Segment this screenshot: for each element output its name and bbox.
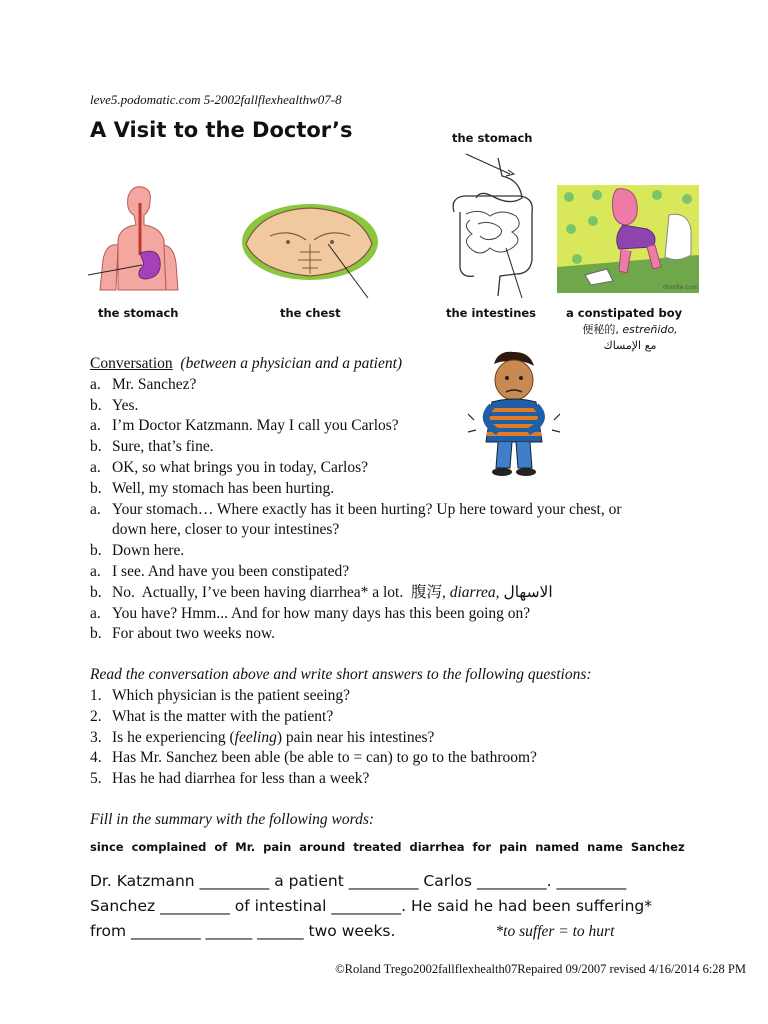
questions-instruction: Read the conversation above and write short answers to the following questions: — [90, 666, 592, 684]
intestines-illustration — [440, 150, 540, 300]
dialogue-line: b. Sure, that’s fine. — [90, 438, 214, 456]
conversation-title: Conversation — [90, 355, 173, 372]
dialogue-line: b. Well, my stomach has been hurting. — [90, 479, 335, 497]
question-item: 1. Which physician is the patient seeing? — [90, 686, 351, 704]
summary-line-3: from _________ ______ ______ two weeks. *to suffer = to hurt — [90, 922, 615, 940]
translations — [560, 322, 700, 354]
dialogue-line: b. Yes. — [90, 396, 139, 414]
word-bank: since complained of Mr. pain around treated diarrhea for pain named name Sanchez — [90, 840, 685, 854]
dialogue-line: b. Down here. — [90, 542, 185, 560]
chest-illustration — [240, 200, 380, 300]
dialogue-line: b. For about two weeks now. — [90, 625, 276, 643]
summary-line-2: Sanchez _________ of intestinal _________. He said he had been suffering* — [90, 897, 653, 915]
dialogue-line: a. I’m Doctor Katzmann. May I call you Carlos? — [90, 417, 399, 435]
watermark-text: doodle.com — [663, 284, 699, 291]
question-item: 2. What is the matter with the patient? — [90, 707, 334, 725]
dialogue-line: a. You have? Hmm... And for how many days has this been going on? — [90, 604, 531, 622]
summary-paragraph — [90, 869, 740, 944]
page-title: A Visit to the Doctor’s — [90, 118, 353, 142]
translation-spanish: estreñido, — [622, 323, 678, 336]
question-item: 5. Has he had diarrhea for less than a week? — [90, 770, 370, 788]
constipated-boy-illustration — [557, 185, 699, 293]
questions-list — [90, 686, 720, 790]
translation-arabic: مع الإمساك — [603, 339, 657, 352]
dialogue-line: a. Your stomach… Where exactly has it been hurting? Up here toward your chest, or — [90, 500, 622, 518]
dialogue-line: b. No. Actually, I’ve been having diarrhea* a lot. 腹泻, diarrea, الاسهال — [90, 583, 553, 601]
conversation-heading — [90, 354, 720, 375]
footnote: *to suffer = to hurt — [495, 923, 615, 940]
summary-instruction: Fill in the summary with the following words: — [90, 810, 375, 828]
label-chest: the chest — [280, 306, 341, 320]
conversation-subtitle: (between a physician and a patient) — [180, 355, 403, 372]
question-item: 3. Is he experiencing (feeling) pain near his intestines? — [90, 728, 435, 746]
dialogue — [90, 375, 720, 645]
conversation-section — [90, 354, 720, 831]
label-constipated-boy: a constipated boy — [566, 306, 683, 320]
dialogue-line: a. OK, so what brings you in today, Carlos? — [90, 458, 369, 476]
label-stomach-top: the stomach — [452, 131, 533, 145]
copyright-footer: ©Roland Trego2002fallflexhealth07Repaired 09/2007 revised 4/16/2014 6:28 PM — [335, 962, 746, 976]
dialogue-line: down here, closer to your intestines? — [112, 521, 340, 539]
source-line: leve5.podomatic.com 5-2002fallflexhealthw07-8 — [90, 92, 342, 107]
translation-chinese: 便秘的, — [582, 323, 619, 336]
label-stomach: the stomach — [98, 306, 179, 320]
stomach-illustration — [88, 185, 188, 297]
summary-line-1: Dr. Katzmann _________ a patient _________ Carlos _________. _________ — [90, 872, 627, 890]
label-intestines: the intestines — [446, 306, 537, 320]
dialogue-line: a. I see. And have you been constipated? — [90, 562, 350, 580]
dialogue-line: a. Mr. Sanchez? — [90, 375, 197, 393]
question-item: 4. Has Mr. Sanchez been able (be able to = can) to go to the bathroom? — [90, 749, 537, 767]
